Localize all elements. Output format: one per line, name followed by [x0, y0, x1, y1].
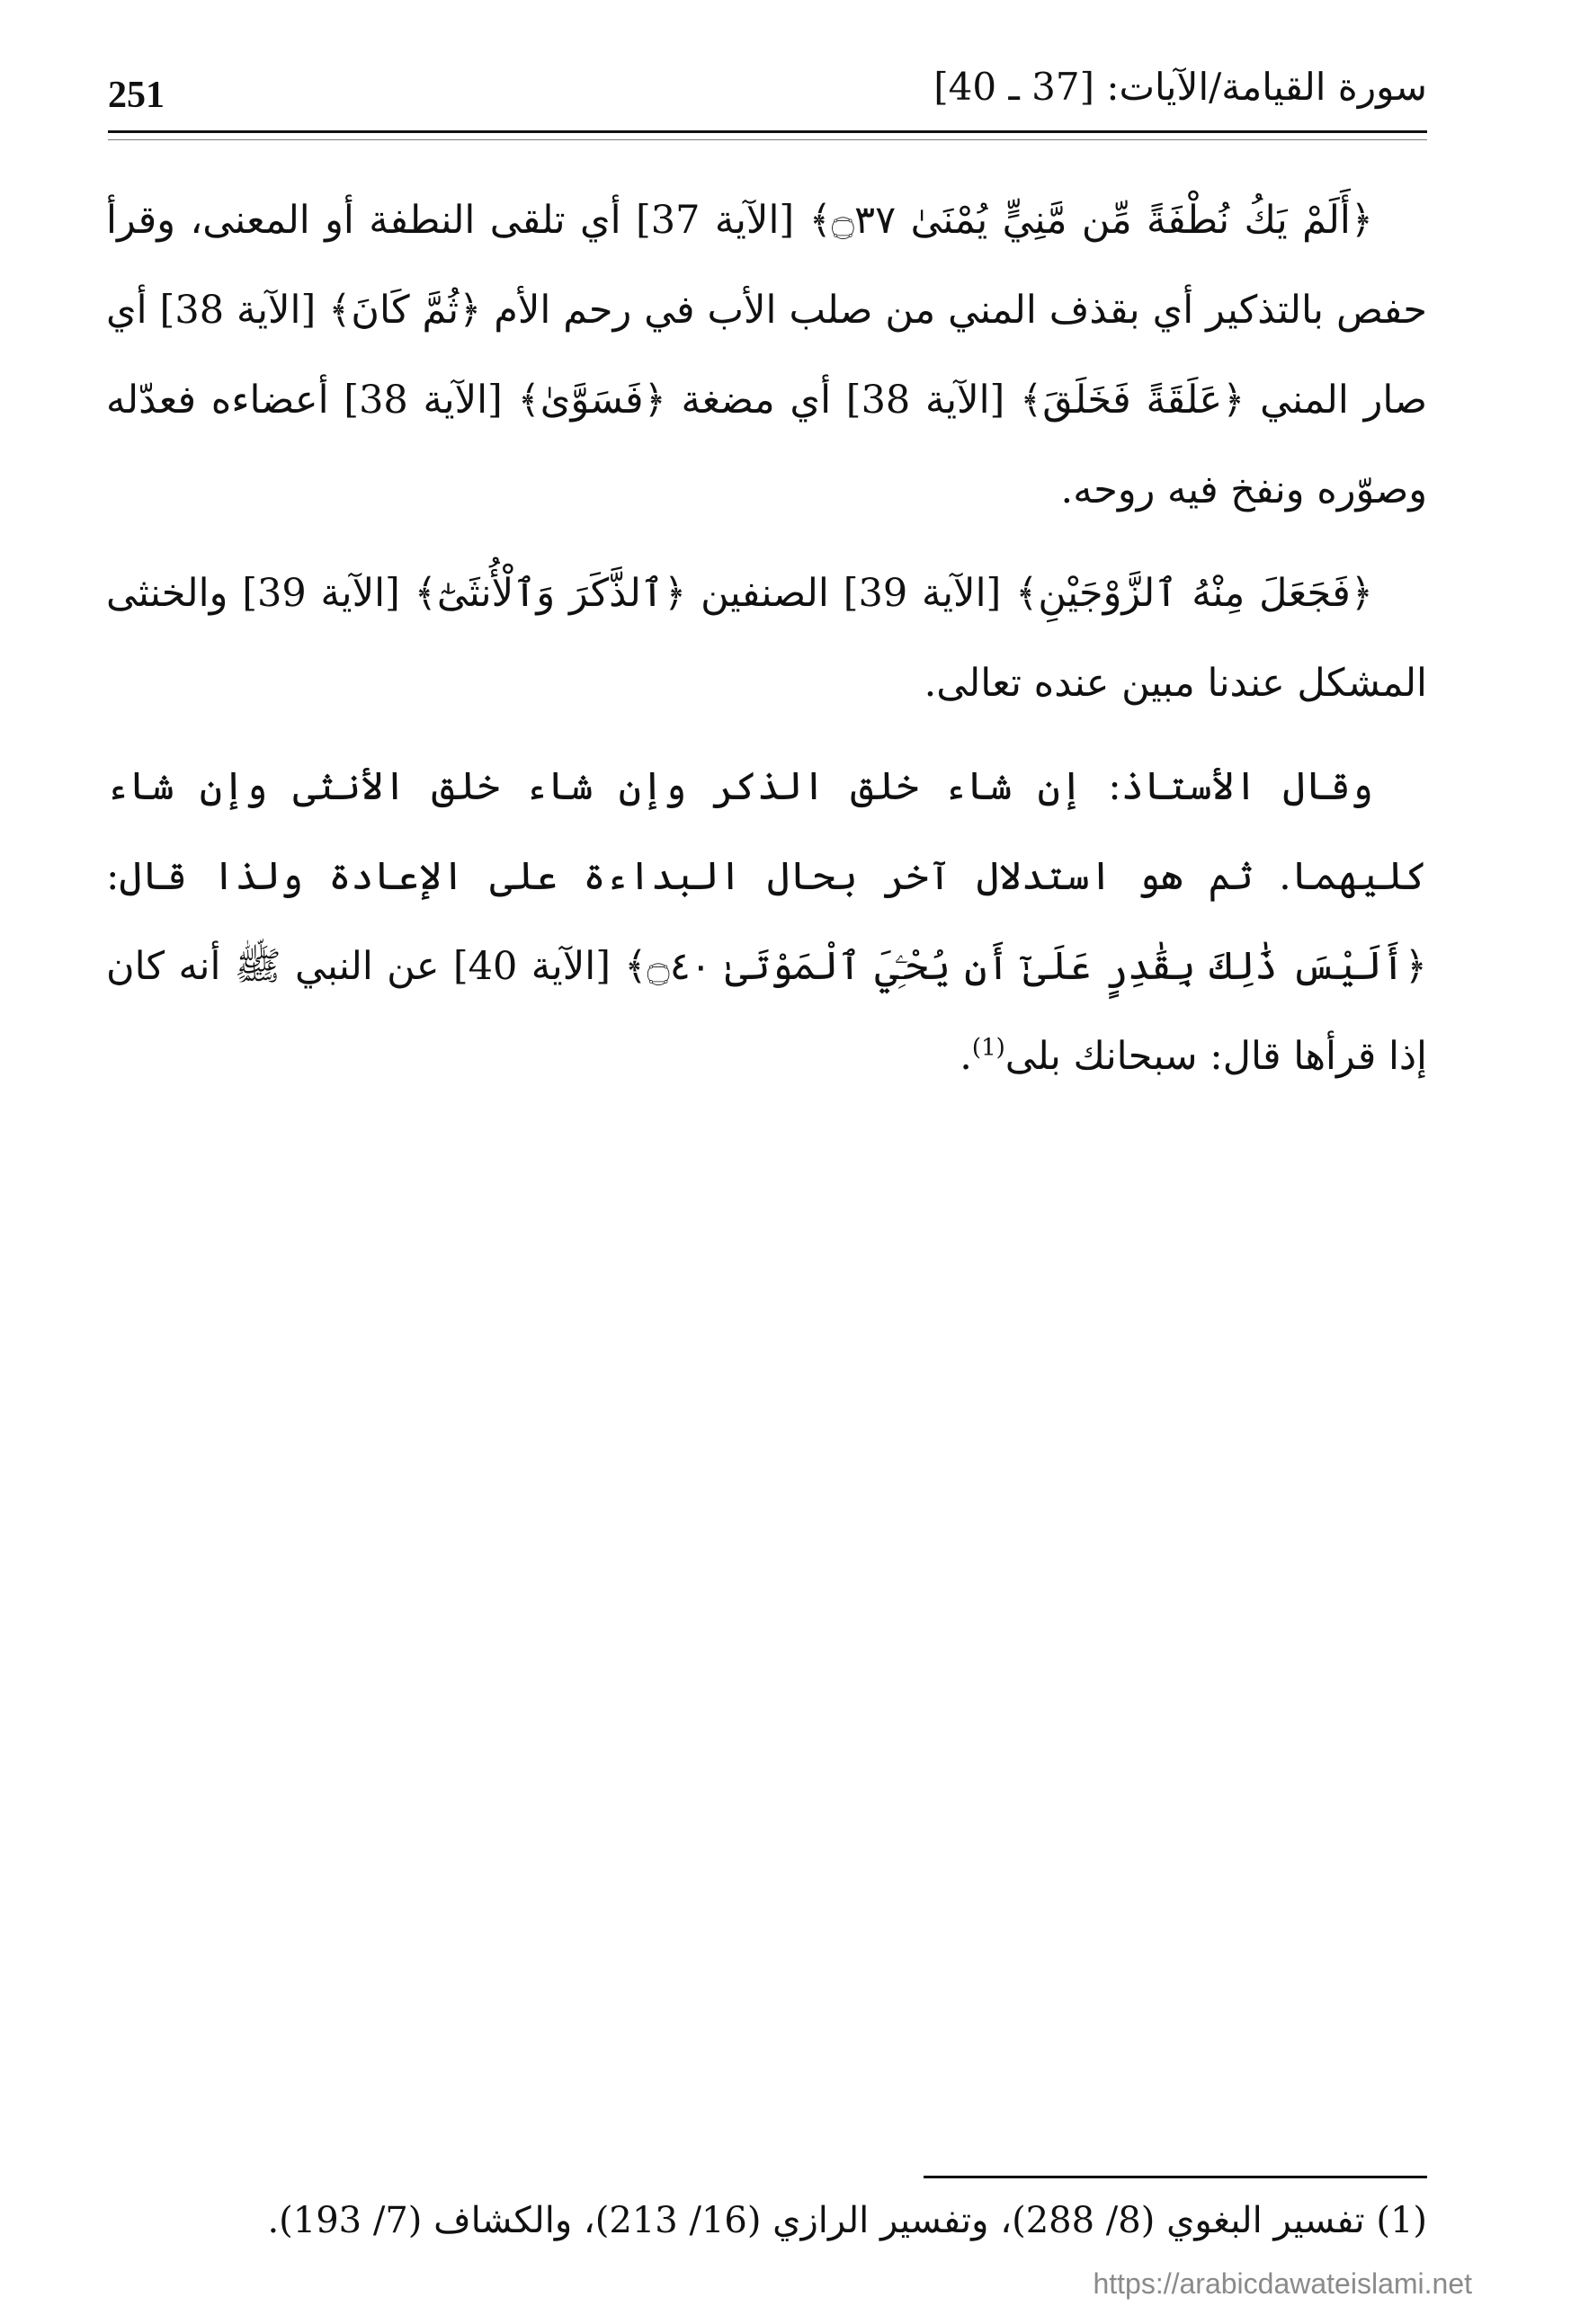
page-number: 251	[108, 75, 165, 116]
footnote-reference: (1)	[971, 1034, 1005, 1062]
watermark: https://arabicdawateislami.net	[1093, 2267, 1472, 2300]
body-text	[106, 175, 1427, 1115]
header-rule-thin	[108, 139, 1427, 140]
paragraph-1: ﴿أَلَمْ يَكُ نُطْفَةً مِّن مَّنِيٍّ يُمْنَىٰ ۝٣٧﴾ [الآية 37] أي تلقى النطفة أو المعنى، وقرأ حفص بالتذكير أي بقذف المني من صلب الأب في رحم الأم ﴿ثُمَّ كَانَ﴾ [الآية 38] أي صار المني ﴿عَلَقَةً فَخَلَقَ﴾ [الآية 38] أي مضغة ﴿فَسَوَّىٰ﴾ [الآية 38] أعضاءه فعدّله وصوّره ونفخ فيه روحه.	[106, 198, 1427, 512]
paragraph-2: ﴿فَجَعَلَ مِنْهُ ٱلزَّوْجَيْنِ﴾ [الآية 39] الصنفين ﴿ٱلذَّكَرَ وَٱلْأُنثَىٰٓ﴾ [الآية 39] والخنثى المشكل عندنا مبين عنده تعالى.	[106, 571, 1427, 706]
paragraph-3-text: وقال الأستاذ: إن شاء خلق الذكر وإن شاء خلق الأنثى وإن شاء كليهما. ثم هو استدلال آخر بحال البداءة على الإعادة ولذا قال: ﴿أَلَيْسَ ذَٰلِكَ بِقَٰدِرٍ عَلَىٰٓ أَن يُحْـِۧيَ ٱلْمَوْتَىٰ ۝٤٠﴾ [الآية 40] عن النبي ﷺ أنه كان إذا قرأها قال: سبحانك بلى	[106, 764, 1427, 1079]
running-head: سورة القيامة/الآيات: [37 ـ 40]	[933, 65, 1427, 109]
header-rule	[108, 130, 1427, 133]
footnote-rule	[924, 2176, 1427, 2178]
paragraph-3	[106, 742, 1427, 1101]
paragraph-3-end: .	[960, 1034, 972, 1079]
footnote: (1) تفسير البغوي (8/ 288)، وتفسير الرازي (16/ 213)، والكشاف (7/ 193).	[267, 2200, 1427, 2241]
